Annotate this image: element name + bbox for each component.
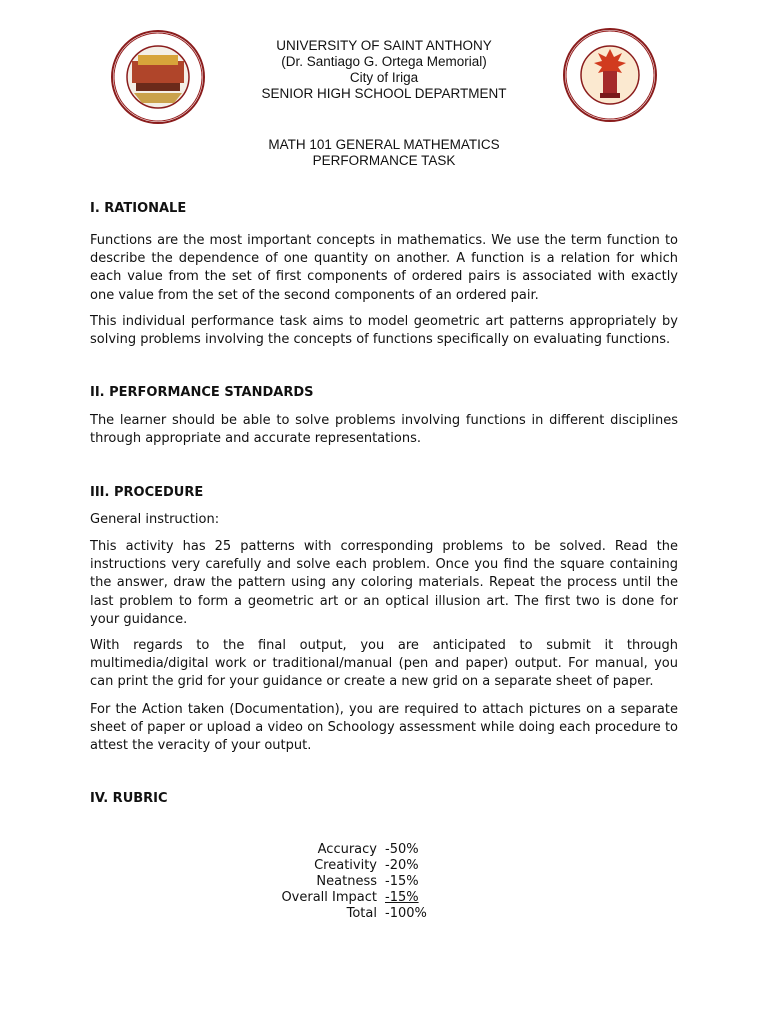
- rationale-body: [90, 232, 678, 305]
- heading-standards: II. PERFORMANCE STANDARDS: [90, 385, 314, 400]
- rubric-value: -100%: [385, 906, 427, 921]
- header-memorial-name: (Dr. Santiago G. Ortega Memorial): [281, 54, 487, 69]
- rubric-label: Neatness: [316, 874, 377, 889]
- section-standards: [90, 384, 678, 402]
- section-rationale: [90, 200, 678, 218]
- section-procedure: [90, 484, 678, 502]
- rationale-paragraph-1: Functions are the most important concepts in mathematics. We use the term function to describe the dependence of one quantity on another. A function is a relation for which each value from the set of first components of ordered pairs is associated with exactly one value from the set of the second components of an ordered pair.: [90, 233, 678, 303]
- procedure-paragraph-3: For the Action taken (Documentation), you are required to attach pictures on a separate sheet of paper or upload a video on Schoology assessment while doing each procedure to attest the veracity of your output.: [90, 702, 678, 754]
- heading-rationale: I. RATIONALE: [90, 201, 187, 216]
- standards-paragraph-1: The learner should be able to solve problems involving functions in different disciplines through appropriate and accurate representations.: [90, 413, 678, 447]
- document-header: [0, 38, 768, 102]
- section-rubric: [90, 790, 678, 808]
- procedure-body-2: [90, 637, 678, 692]
- rubric-value: -50%: [385, 842, 419, 857]
- header-city: City of Iriga: [349, 70, 419, 85]
- rubric-row: [240, 842, 540, 858]
- heading-procedure: III. PROCEDURE: [90, 485, 204, 500]
- rubric-value: -15%: [385, 874, 419, 889]
- rationale-body-2: [90, 313, 678, 349]
- procedure-general-instruction: General instruction:: [90, 512, 220, 527]
- title-task: PERFORMANCE TASK: [312, 153, 456, 168]
- rubric-label: Overall Impact: [281, 890, 377, 905]
- rubric-label: Total: [346, 906, 377, 921]
- header-university-name: UNIVERSITY OF SAINT ANTHONY: [276, 38, 492, 53]
- rubric-table: [240, 842, 540, 922]
- rubric-label: Accuracy: [317, 842, 377, 857]
- rubric-value: -20%: [385, 858, 419, 873]
- procedure-body-3: [90, 701, 678, 756]
- rubric-row: [240, 858, 540, 874]
- rubric-row: [240, 906, 540, 922]
- procedure-paragraph-2: With regards to the final output, you are anticipated to submit it through multimedia/digital work or traditional/manual (pen and paper) output. For manual, you can print the grid for your guidance or create a new grid on a separate sheet of paper.: [90, 638, 678, 690]
- procedure-body-1: [90, 538, 678, 629]
- rubric-value: -15%: [385, 890, 419, 905]
- rubric-row: [240, 874, 540, 890]
- header-department: SENIOR HIGH SCHOOL DEPARTMENT: [261, 86, 507, 101]
- procedure-intro: [90, 511, 678, 529]
- document-title: [0, 137, 768, 169]
- procedure-paragraph-1: This activity has 25 patterns with corresponding problems to be solved. Read the instructions very carefully and solve each problem. Once you find the square containing the answer, draw the pattern using any coloring materials. Repeat the process until the last problem to form a geometric art or an optical illusion art. The first two is done for your guidance.: [90, 539, 678, 627]
- rationale-paragraph-2: This individual performance task aims to model geometric art patterns appropriately by solving problems involving the concepts of functions specifically on evaluating functions.: [90, 314, 678, 348]
- heading-rubric: IV. RUBRIC: [90, 791, 168, 806]
- rubric-label: Creativity: [314, 858, 377, 873]
- standards-body: [90, 412, 678, 448]
- rubric-row: [240, 890, 540, 906]
- title-course: MATH 101 GENERAL MATHEMATICS: [268, 137, 500, 152]
